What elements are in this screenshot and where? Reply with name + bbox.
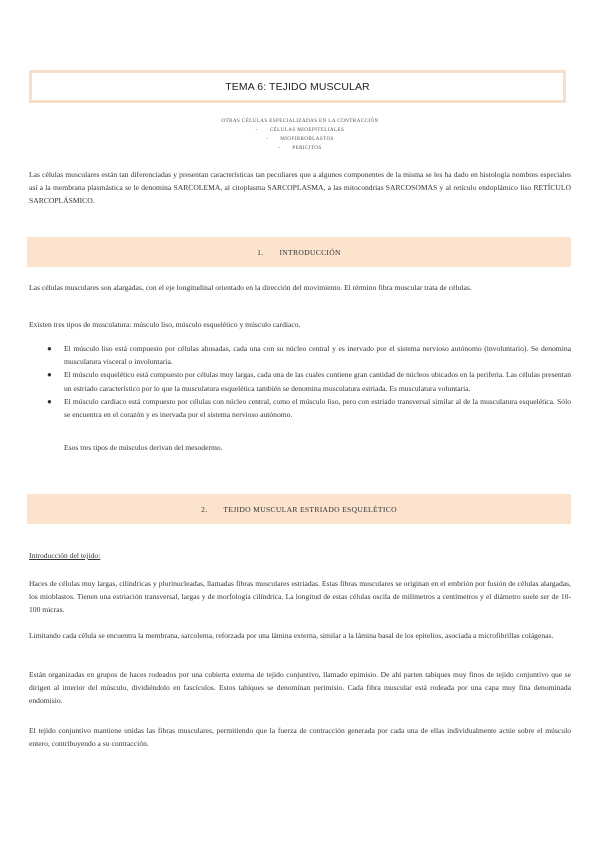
section-2-paragraph: Limitando cada célula se encuentra la membrana, sarcolema, reforzada por una lámina externa, similar a la lámina basal de los epitelios, asociada a microfibrillas colágenas. [29,631,554,640]
subtitle-heading: OTRAS CÉLULAS ESPECIALIZADAS EN LA CONTRACCIÓN [221,118,379,124]
subtitle-item: - CÉLULAS MIOEPITELIALES [255,127,345,133]
section-2-paragraph: Haces de células muy largas, cilíndricas y plurinucleadas, llamadas fibras musculares estriadas. Estas fibras musculares se originan en el embrión por fusión de células alargadas, los mioblastos. Tienen una estriación transversal, largas y de morfología cilíndrica. La longitud de estas células oscila de milímetros a centímetros y el diámetro suele ser de 10-100 micras. [29,579,571,614]
bullet-icon: ● [47,344,52,353]
bullet-icon: ● [47,396,52,406]
section-2-heading [27,494,571,524]
muscle-types-list [29,342,571,421]
intro-paragraph: Las células musculares están tan diferenciadas y presentan características tan peculiares que a algunos componentes de la misma se les ha dado en histología nombres especiales así a la membrana plasmástica se le denomina SARCOLEMA, al citoplasma SARCOPLASMA, a las mitocondrias SARCOSOMAS y al retículo endoplámico liso RETÍCULO SARCOPLÁSMICO. [29,170,571,205]
list-item: ● El músculo liso está compuesto por células ahusadas, cada una con su núcleo central y es inervado por el sistema nervioso autónomo (involuntario). Se denomina musculatura visceral o involuntaria. [47,344,571,367]
section-number: 1. [257,247,264,257]
page-title: TEMA 6: TEJIDO MUSCULAR [225,80,370,93]
section-1-heading [27,237,571,267]
section-title: INTRODUCCIÓN [279,247,341,257]
subtitle-item: - PERICITOS [278,145,322,151]
section-2-paragraph: El tejido conjuntivo mantiene unidas las fibras musculares, permitiendo que la fuerza de contracción generada por cada una de ellas individualmente actúe sobre el músculo entero, contribuyendo a su contracción. [29,726,571,748]
subsection-heading: Introducción del tejido: [29,551,101,560]
subtitle-item: - MIOFIBROBLASTOS [266,136,334,142]
section-number: 2. [201,504,208,514]
mesoderm-note: Esos tres tipos de músculos derivan del mesodermo. [64,443,223,452]
section-1-paragraph: Existen tres tipos de musculatura: músculo liso, músculo esquelético y músculo cardiaco. [29,320,301,329]
section-title: TEJIDO MUSCULAR ESTRIADO ESQUELÉTICO [223,504,397,514]
bullet-icon: ● [47,370,52,380]
title-box [29,70,566,103]
section-1-paragraph: Las células musculares son alargadas, con el eje longitudinal orientado en la dirección del movimiento. El término fibra muscular trata de células. [29,283,472,292]
list-item: ● El músculo esquelético está compuesto por células muy largas, cada una de las cuales contiene gran cantidad de núcleos ubicados en la periferia. Las células presentan un estriado característico por lo que la musculatura esquelética también se denomina musculatura estriada. Es musculatura voluntaria. [47,370,571,393]
section-2-paragraph: Están organizadas en grupos de haces rodeados por una cubierta externa de tejido conjuntivo, llamado epimisio. De ahí parten tabiques muy finos de tejido conjuntivo que se dirigen al interior del músculo, dividiéndolo en fascículos. Estos tabiques se denominan perimisio. Cada fibra muscular está rodeada por una capa muy fina denominada endomisio. [29,670,571,705]
list-item: ● El músculo cardiaco está compuesto por células con núcleo central, como el músculo liso, pero con estriado transversal similar al de la musculatura esquelética. Sólo se encuentra en el corazón y es inervada por el sistema nervioso autónomo. [47,396,571,420]
